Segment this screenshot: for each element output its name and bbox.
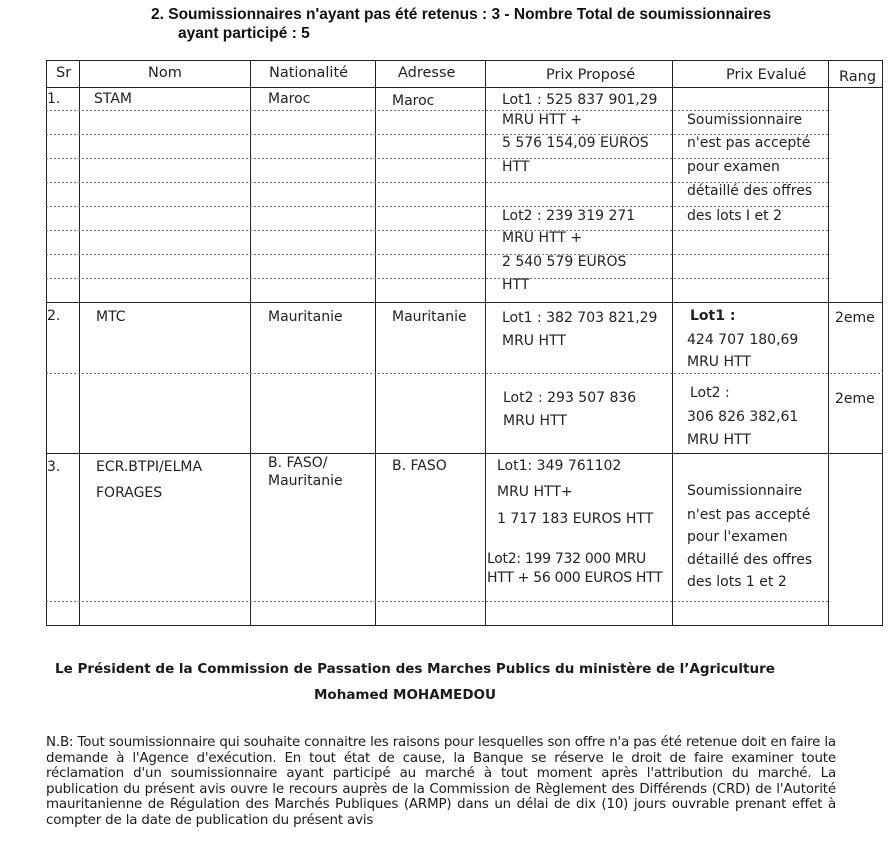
row2-nationalite: Mauritanie <box>268 309 343 325</box>
section-title <box>151 5 851 43</box>
nb-note: N.B: Tout soumissionnaire qui souhaite connaitre les raisons pour lesquelles son offre n'a pas été retenue doit en faire la demande à l'Agence d'exécution. En tout état de cause, la Banque se réserve le droit de faire examiner toute réclamation d'un soumissionnaire ayant participé au marché à tout moment après l'attribution du marché. La publication du présent avis ouvre le recours auprès de la Commission de Règlement des Différends (CRD) de l'Autorité mauritanienne de Régulation des Marchés Publiques (ARMP) dans un délai de dix (10) jours ouvrable prenant effet à compter de la date de publication du présent avis <box>46 735 836 828</box>
row2-nom: MTC <box>96 309 126 325</box>
row2-prix-propose-1: Lot1 : 382 703 821,29 <box>502 310 658 326</box>
row2-prix-evalue-2: 424 707 180,69 <box>687 332 799 348</box>
row3-nationalite-1: B. FASO/ <box>268 455 328 471</box>
row3-prix-evalue-1: Soumissionnaire <box>687 483 803 499</box>
row1-prix-propose-6: MRU HTT + <box>502 230 583 246</box>
row1-prix-propose-2: MRU HTT + <box>502 112 583 128</box>
row1-adresse: Maroc <box>392 93 435 109</box>
section-title-line-1: 2. Soumissionnaires n'ayant pas été retenus : 3 - Nombre Total de soumissionnaires <box>151 6 772 23</box>
section-title-line-2: ayant participé : 5 <box>178 25 310 42</box>
row3-adresse: B. FASO <box>392 458 447 474</box>
signature-name: Mohamed MOHAMEDOU <box>314 687 496 703</box>
row3-nationalite-2: Mauritanie <box>268 473 343 489</box>
bidders-table <box>46 60 883 626</box>
row2-prix-evalue-3: MRU HTT <box>687 354 751 370</box>
row3-prix-propose-4: Lot2: 199 732 000 MRU <box>487 551 646 567</box>
row2-prix-evalue-4: Lot2 : <box>690 385 730 401</box>
row1-prix-evalue-1: Soumissionnaire <box>687 112 803 128</box>
row2-prix-evalue-1: Lot1 : <box>690 308 736 324</box>
row1-nationalite: Maroc <box>268 91 311 107</box>
row1-prix-propose-3: 5 576 154,09 EUROS <box>502 135 649 151</box>
row1-prix-propose-4: HTT <box>502 159 530 175</box>
row2-prix-propose-4: MRU HTT <box>503 413 567 429</box>
row1-prix-propose-8: HTT <box>502 277 530 293</box>
signature-title: Le Président de la Commission de Passation des Marches Publics du ministère de l’Agriculture <box>55 661 775 677</box>
row3-prix-evalue-3: pour l'examen <box>687 529 788 545</box>
header-rang: Rang <box>839 69 877 85</box>
row2-prix-propose-2: MRU HTT <box>502 333 566 349</box>
row3-sr: 3. <box>47 459 61 475</box>
row2-prix-evalue-5: 306 826 382,61 <box>687 409 799 425</box>
header-sr: Sr <box>56 65 72 81</box>
header-prix-propose: Prix Proposé <box>546 67 636 83</box>
row3-nom-2: FORAGES <box>96 485 163 501</box>
row2-adresse: Mauritanie <box>392 309 467 325</box>
row1-prix-evalue-5: des lots I et 2 <box>687 208 782 224</box>
row1-prix-propose-5: Lot2 : 239 319 271 <box>502 208 636 224</box>
header-nationalite: Nationalité <box>269 65 349 81</box>
header-adresse: Adresse <box>398 65 456 81</box>
row3-prix-propose-5: HTT + 56 000 EUROS HTT <box>487 570 663 586</box>
row1-prix-evalue-2: n'est pas accepté <box>687 135 811 151</box>
row1-prix-propose-1: Lot1 : 525 837 901,29 <box>502 92 658 108</box>
row2-rang-lot2: 2eme <box>835 391 875 407</box>
row3-prix-propose-1: Lot1: 349 761102 <box>497 458 622 474</box>
row3-prix-evalue-4: détaillé des offres <box>687 552 813 568</box>
row3-prix-evalue-5: des lots 1 et 2 <box>687 574 787 590</box>
row1-nom: STAM <box>94 91 133 107</box>
header-prix-evalue: Prix Evalué <box>726 67 807 83</box>
row1-sr: 1. <box>47 91 61 107</box>
row3-prix-propose-2: MRU HTT+ <box>497 484 573 500</box>
header-nom: Nom <box>148 65 182 81</box>
row3-nom-1: ECR.BTPI/ELMA <box>96 459 203 475</box>
row1-prix-evalue-4: détaillé des offres <box>687 183 813 199</box>
row3-prix-evalue-2: n'est pas accepté <box>687 507 811 523</box>
row3-prix-propose-3: 1 717 183 EUROS HTT <box>497 511 654 527</box>
row1-prix-propose-7: 2 540 579 EUROS <box>502 254 627 270</box>
row1-prix-evalue-3: pour examen <box>687 159 780 175</box>
signature-block <box>55 656 855 708</box>
row2-rang-lot1: 2eme <box>835 310 875 326</box>
row2-prix-evalue-6: MRU HTT <box>687 432 751 448</box>
row2-sr: 2. <box>47 308 61 324</box>
row2-prix-propose-3: Lot2 : 293 507 836 <box>503 390 637 406</box>
